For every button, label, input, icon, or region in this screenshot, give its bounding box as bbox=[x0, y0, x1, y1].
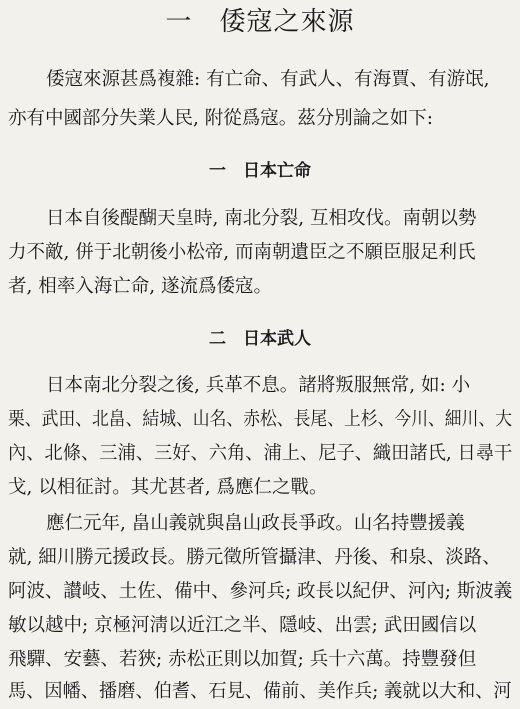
paragraph-line: 力不敵, 併于北朝後小松帝, 而南朝遺臣之不願臣服足利氏 bbox=[8, 242, 476, 263]
page-title: 一 倭寇之來源 bbox=[165, 7, 355, 37]
paragraph-line: 戈, 以相征討。其尤甚者, 爲應仁之戰。 bbox=[8, 477, 328, 498]
paragraph-line: 馬、因幡、播磨、伯耆、石見、備前、美作兵; 義就以大和、河 bbox=[8, 681, 512, 702]
intro-line: 亦有中國部分失業人民, 附從爲寇。茲分別論之如下: bbox=[8, 108, 433, 129]
paragraph-line: 者, 相率入海亡命, 遂流爲倭寇。 bbox=[8, 276, 273, 297]
paragraph-line: 內、北條、三浦、三好、六角、浦上、尼子、織田諸氏, 日尋干 bbox=[8, 443, 513, 464]
paragraph-line: 就, 細川勝元援政長。勝元徵所管攝津、丹後、和泉、淡路、 bbox=[8, 547, 501, 568]
paragraph-line: 栗、武田、北畠、結城、山名、赤松、長尾、上杉、今川、細川、大 bbox=[8, 409, 513, 430]
paragraph-line: 應仁元年, 畠山義就與畠山政長爭政。山名持豐援義 bbox=[46, 513, 465, 534]
paragraph-line: 日本南北分裂之後, 兵革不息。諸將叛服無常, 如: 小 bbox=[46, 375, 471, 396]
paragraph-line: 敏以越中; 京極河淸以近江之半、隱岐、出雲; 武田國信以 bbox=[8, 615, 477, 636]
intro-line: 倭寇來源甚爲複雜: 有亡命、有武人、有海賈、有游氓, bbox=[46, 69, 490, 90]
paragraph-line: 飛驒、安藝、若狹; 赤松正則以加賀; 兵十六萬。持豐發但 bbox=[8, 649, 477, 670]
paragraph-line: 阿波、讃岐、土佐、備中、參河兵; 政長以紀伊、河內; 斯波義 bbox=[8, 581, 513, 602]
section-heading-japan-warriors: 二 日本武人 bbox=[209, 329, 311, 349]
paragraph-line: 日本自後醍醐天皇時, 南北分裂, 互相攻伐。南朝以勢 bbox=[46, 208, 477, 229]
section-heading-japan-exiles: 一 日本亡命 bbox=[209, 161, 311, 181]
